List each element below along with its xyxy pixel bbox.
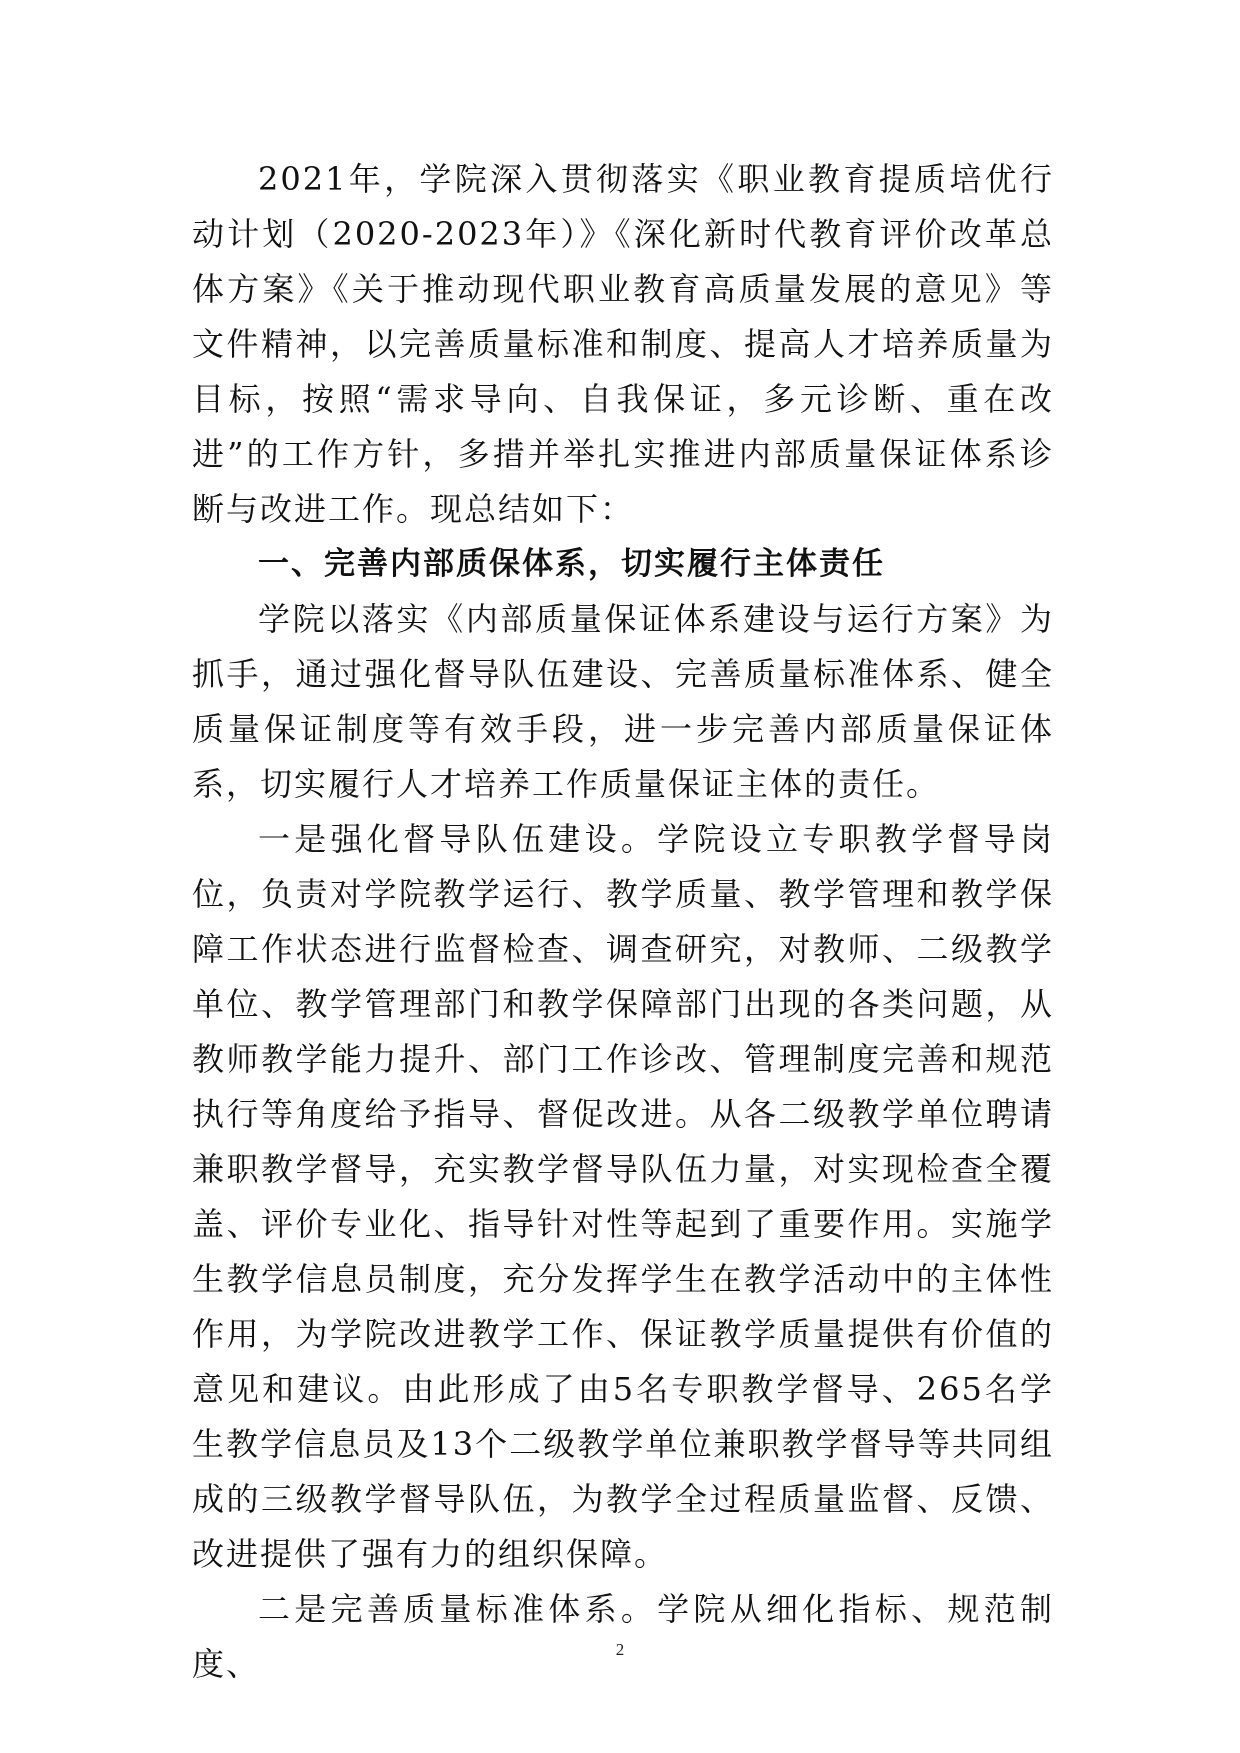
section-heading: 一、完善内部质保体系，切实履行主体责任 xyxy=(258,546,885,582)
supervision-team-paragraph: 一是强化督导队伍建设。学院设立专职教学督导岗位，负责对学院教学运行、教学质量、教学管理和教学保障工作状态进行监督检查、调查研究，对教师、二级教学单位、教学管理部门和教学保障部门出现的各类问题，从教师教学能力提升、部门工作诊改、管理制度完善和规范执行等角度给予指导、督促改进。从各二级教学单位聘请兼职教学督导，充实教学督导队伍力量，对实现检查全覆盖、评价专业化、指导针对性等起到了重要作用。实施学生教学信息员制度，充分发挥学生在教学活动中的主体性作用，为学院改进教学工作、保证教学质量提供有价值的意见和建议。由此形成了由5名专职教学督导、265名学生教学信息员及13个二级教学单位兼职教学督导等共同组成的三级教学督导队伍，为教学全过程质量监督、反馈、改进提供了强有力的组织保障。 xyxy=(192,820,1054,1573)
page-number: 2 xyxy=(615,1640,625,1659)
body-text xyxy=(192,152,1054,1692)
section-intro-paragraph: 学院以落实《内部质量保证体系建设与运行方案》为抓手，通过强化督导队伍建设、完善质量标准体系、健全质量保证制度等有效手段，进一步完善内部质量保证体系，切实履行人才培养工作质量保证主体的责任。 xyxy=(192,600,1054,803)
quality-standards-paragraph: 二是完善质量标准体系。学院从细化指标、规范制度、 xyxy=(192,1590,1054,1683)
intro-paragraph: 2021年，学院深入贯彻落实《职业教育提质培优行动计划（2020-2023年）》《深化新时代教育评价改革总体方案》《关于推动现代职业教育高质量发展的意见》等文件精神，以完善质量标准和制度、提高人才培养质量为目标，按照“需求导向、自我保证，多元诊断、重在改进”的工作方针，多措并举扎实推进内部质量保证体系诊断与改进工作。现总结如下： xyxy=(192,160,1054,528)
